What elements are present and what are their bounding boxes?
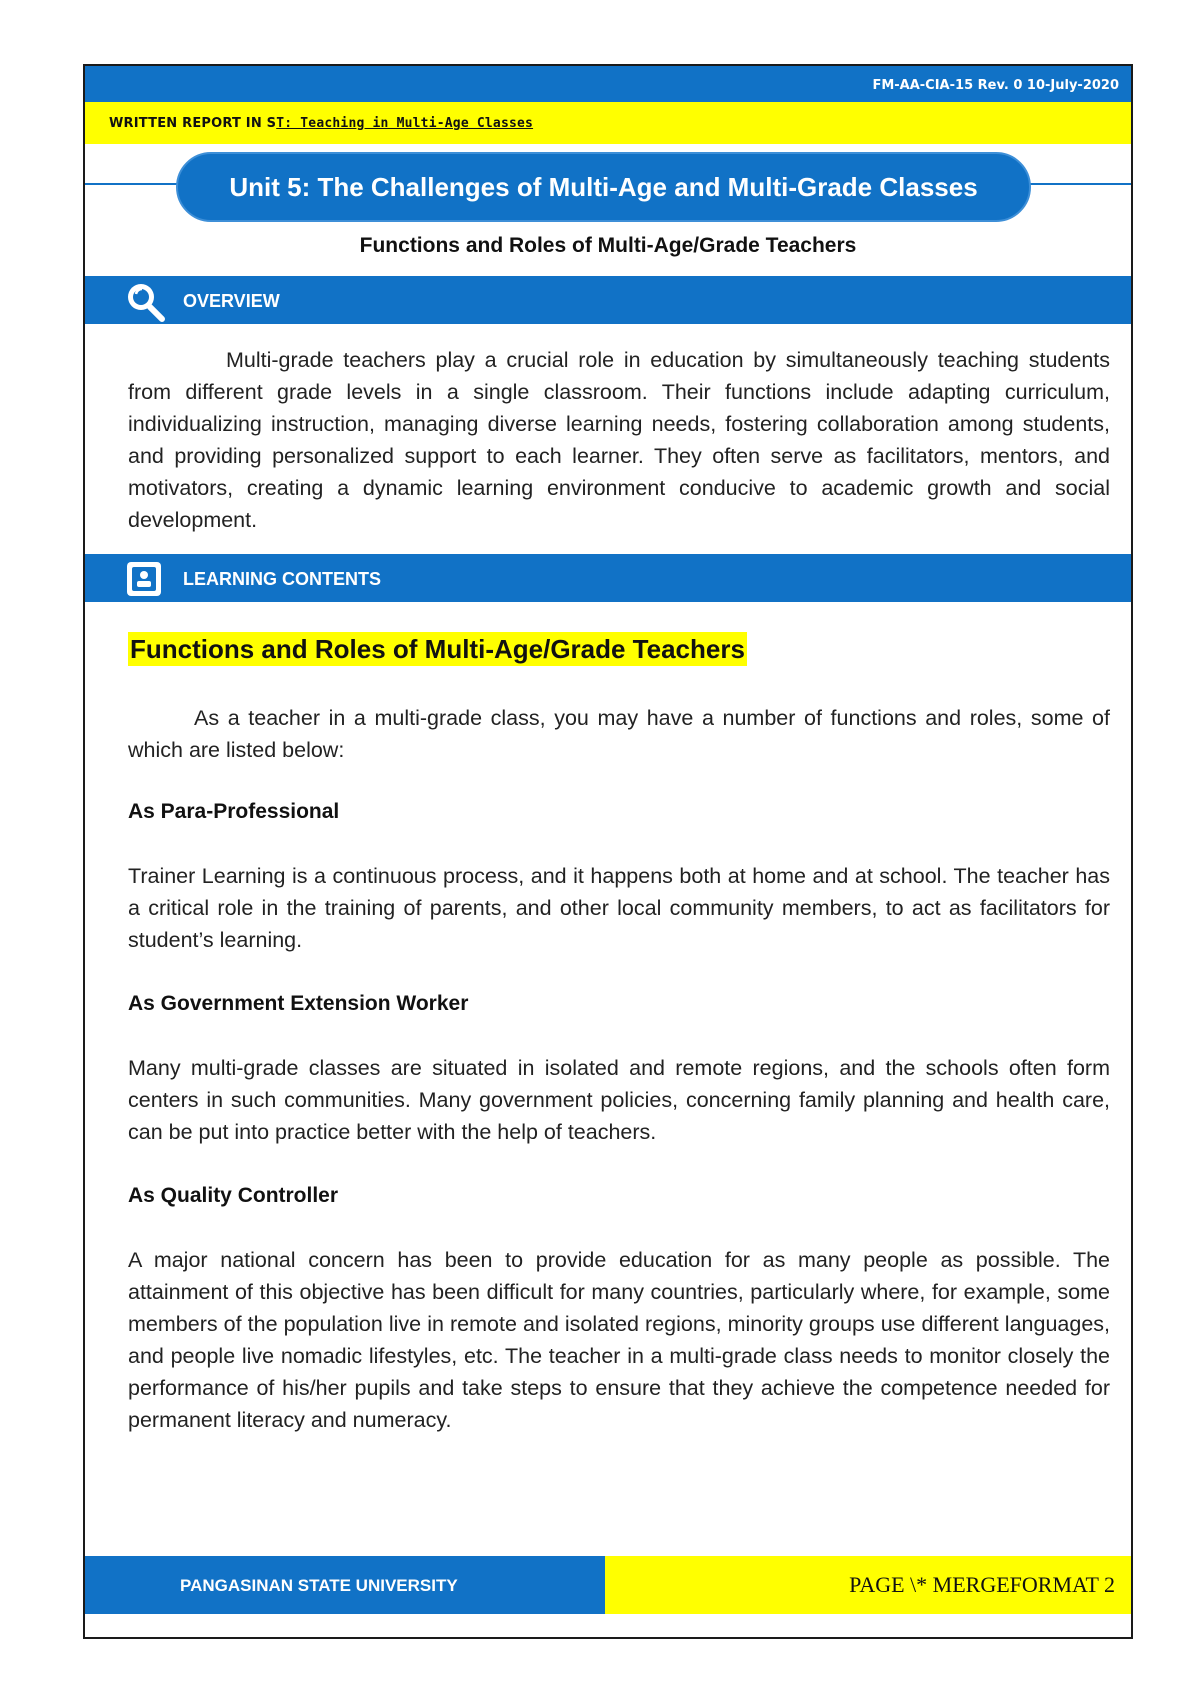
overview-text: Multi-grade teachers play a crucial role in education by simultaneously teaching students from different grade levels in a single classroom. Their functions include adapting curriculum, individualizing instruction, managing diverse learning needs, fostering collaboration among students, and providing personalized support to each learner. They often serve as facilitators, mentors, and motivators, creating a dynamic learning environment conducive to academic growth and social development. <box>128 348 1110 532</box>
header-top-bar <box>85 66 1131 102</box>
overview-label: OVERVIEW <box>183 291 280 311</box>
role-text-para-professional: Trainer Learning is a continuous process, and it happens both at home and at school. The teacher has a critical role in the training of parents, and other local community members, to act as facilitators for student’s learning. <box>128 864 1110 952</box>
learning-contents-section-bar <box>85 554 1131 602</box>
role-text-government-extension-worker: Many multi-grade classes are situated in isolated and remote regions, and the schools often form centers in such communities. Many government policies, concerning family planning and health care, can be put into practice better with the help of teachers. <box>128 1056 1110 1144</box>
form-code: FM-AA-CIA-15 Rev. 0 10-July-2020 <box>872 78 1119 93</box>
learning-contents-label: LEARNING CONTENTS <box>183 569 381 589</box>
report-bar <box>85 102 1131 144</box>
unit-title-banner <box>176 152 1031 222</box>
overview-section-bar <box>85 276 1131 324</box>
report-prefix: WRITTEN REPORT IN S <box>109 116 277 131</box>
report-subject: T: Teaching in Multi-Age Classes <box>276 116 534 131</box>
role-heading-quality-controller: As Quality Controller <box>128 1184 339 1207</box>
unit-title: Unit 5: The Challenges of Multi-Age and Multi-Grade Classes <box>229 171 978 202</box>
role-heading-para-professional: As Para-Professional <box>128 800 340 823</box>
footer-university: PANGASINAN STATE UNIVERSITY <box>180 1576 458 1595</box>
learning-contents-intro: As a teacher in a multi-grade class, you may have a number of functions and roles, some of which are listed below: <box>128 706 1110 762</box>
role-heading-government-extension-worker: As Government Extension Worker <box>128 992 469 1015</box>
document-person-icon <box>123 558 167 602</box>
magnifier-icon <box>123 280 167 324</box>
report-label <box>109 116 533 131</box>
learning-contents-heading: Functions and Roles of Multi-Age/Grade Teachers <box>130 634 745 664</box>
footer-page-bar <box>605 1556 1131 1614</box>
footer-university-bar <box>85 1556 605 1614</box>
unit-subtitle: Functions and Roles of Multi-Age/Grade Teachers <box>359 234 857 257</box>
footer-page-number: PAGE \* MERGEFORMAT 2 <box>849 1572 1115 1597</box>
role-text-quality-controller: A major national concern has been to provide education for as many people as possible. The attainment of this objective has been difficult for many countries, particularly where, for example, some members of the population live in remote and isolated regions, minority groups use different languages, and people live nomadic lifestyles, etc. The teacher in a multi-grade class needs to monitor closely the performance of his/her pupils and take steps to ensure that they achieve the competence needed for permanent literacy and numeracy. <box>128 1248 1110 1432</box>
